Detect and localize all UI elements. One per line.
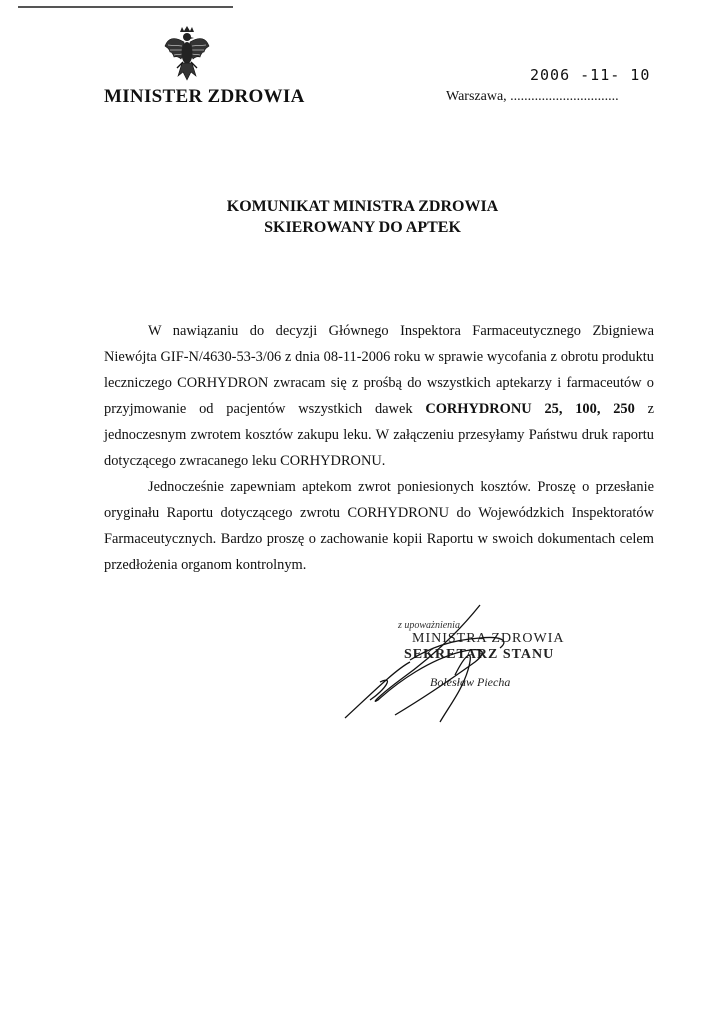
paragraph-1	[104, 318, 654, 474]
document-title	[0, 196, 725, 238]
paragraph-1-bold: CORHYDRONU 25, 100, 250	[425, 401, 635, 417]
stamp-line-1: MINISTRA ZDROWIA	[412, 631, 565, 646]
scan-edge-line	[18, 6, 233, 8]
date-stamp: 2006 -11- 10	[530, 66, 651, 84]
stamp-line-2: SEKRETARZ STANU	[404, 647, 555, 662]
place-date-line: Warszawa, ...............................	[446, 89, 619, 104]
polish-eagle-icon	[164, 26, 210, 86]
stamp-name: Bolesław Piecha	[430, 675, 511, 689]
title-line-1: KOMUNIKAT MINISTRA ZDROWIA	[226, 198, 499, 215]
paragraph-1-text-a: W nawiązaniu do decyzji Głównego Inspektora Farmaceutycznego Zbigniewa Niewójta GIF-N/4630-53-3/06 z dnia 08-11-2006 roku w sprawie wycofania z obrotu produktu leczniczego CORHYDRON zwracam się z prośbą do wszystkich aptekarzy i farmaceutów o przyjmowanie od pacjentów wszystkich dawek	[104, 323, 654, 417]
letter-body	[104, 318, 654, 578]
title-line-2: SKIEROWANY DO APTEK	[264, 219, 461, 236]
stamp-auth-line: z upoważnienia	[398, 620, 460, 631]
paragraph-2: Jednocześnie zapewniam aptekom zwrot poniesionych kosztów. Proszę o przesłanie oryginału Raportu dotyczącego zwrotu CORHYDRONU do Wojewódzkich Inspektoratów Farmaceutycznych. Bardzo proszę o zachowanie kopii Raportu w swoich dokumentach celem przedłożenia organom kontrolnym.	[104, 479, 654, 573]
ministry-name: MINISTER ZDROWIA	[104, 86, 305, 107]
signature-stamp	[340, 600, 570, 725]
paragraph-1-text-c: z jednoczesnym zwrotem kosztów zakupu leku. W załączeniu przesyłamy Państwu druk raportu dotyczącego zwracanego leku CORHYDRONU.	[104, 401, 654, 469]
